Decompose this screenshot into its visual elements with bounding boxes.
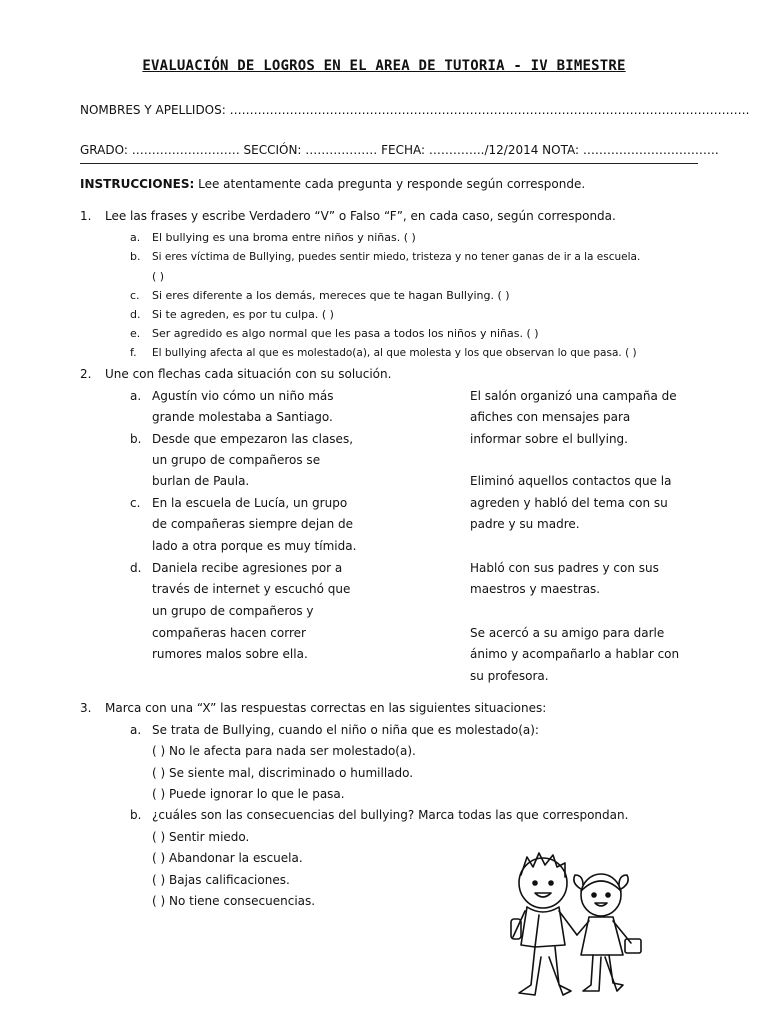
q3a-option[interactable]: ( ) Se siente mal, discriminado o humillado. xyxy=(152,766,414,780)
q1-item[interactable]: Ser agredido es algo normal que les pasa a todos los niños y niñas. ( ) xyxy=(152,327,539,340)
q1-item[interactable]: El bullying afecta al que es molestado(a), al que molesta y los que observan lo que pasa. ( ) xyxy=(152,347,637,359)
q3b-option[interactable]: ( ) Sentir miedo. xyxy=(152,830,250,844)
q1-item[interactable]: Si te agreden, es por tu culpa. ( ) xyxy=(152,308,334,321)
q2-situation-line[interactable]: lado a otra porque es muy tímida. xyxy=(152,539,357,553)
q1-item-letter: d. xyxy=(130,308,141,321)
q2-situation-line[interactable]: grande molestaba a Santiago. xyxy=(152,410,333,424)
instructions xyxy=(80,177,585,191)
q2-situation-letter: a. xyxy=(130,389,142,403)
q2-situation-line[interactable]: burlan de Paula. xyxy=(152,474,250,488)
q2-solution-line[interactable]: padre y su madre. xyxy=(470,517,580,531)
q1-item-letter: e. xyxy=(130,327,141,340)
instructions-label: INSTRUCCIONES: xyxy=(80,177,195,191)
q3a-question: Se trata de Bullying, cuando el niño o niña que es molestado(a): xyxy=(152,723,539,737)
q2-situation-letter: d. xyxy=(130,561,142,575)
q2-situation-letter: b. xyxy=(130,432,142,446)
q2-situation-line[interactable]: un grupo de compañeros se xyxy=(152,453,321,467)
names-field[interactable]: NOMBRES Y APELLIDOS: …………………………………………………………………………………………………………………. xyxy=(80,103,750,117)
q1-prompt: Lee las frases y escribe Verdadero “V” o Falso “F”, en cada caso, según corresponda. xyxy=(105,209,616,223)
q2-solution-line[interactable]: Eliminó aquellos contactos que la xyxy=(470,474,672,488)
q2-solution-line[interactable]: agreden y habló del tema con su xyxy=(470,496,668,510)
q2-situation-line[interactable]: Agustín vio cómo un niño más xyxy=(152,389,334,403)
q1-item: Si eres víctima de Bullying, puedes sentir miedo, tristeza y no tener ganas de ir a la escuela. xyxy=(152,251,641,263)
q1-item[interactable]: El bullying es una broma entre niños y niñas. ( ) xyxy=(152,231,416,244)
q2-situation-letter: c. xyxy=(130,496,141,510)
q2-situation-line[interactable]: un grupo de compañeros y xyxy=(152,604,314,618)
q2-situation-line[interactable]: En la escuela de Lucía, un grupo xyxy=(152,496,348,510)
q2-solution-line[interactable]: informar sobre el bullying. xyxy=(470,432,628,446)
q1-item-letter: c. xyxy=(130,289,140,302)
q1-item-letter: b. xyxy=(130,250,141,263)
q2-situation-line[interactable]: compañeras hacen correr xyxy=(152,626,306,640)
q3-number: 3. xyxy=(80,701,92,715)
q1-item-letter: f. xyxy=(130,346,137,359)
q3b-option[interactable]: ( ) No tiene consecuencias. xyxy=(152,894,316,908)
instructions-text: Lee atentamente cada pregunta y responde según corresponde. xyxy=(198,177,586,191)
q2-solution-line[interactable]: El salón organizó una campaña de xyxy=(470,389,677,403)
q3b-question: ¿cuáles son las consecuencias del bullying? Marca todas las que correspondan. xyxy=(152,808,629,822)
q2-solution-line[interactable]: Se acercó a su amigo para darle xyxy=(470,626,665,640)
q3a-letter: a. xyxy=(130,723,142,737)
q2-solution-line[interactable]: afiches con mensajes para xyxy=(470,410,631,424)
q1-number: 1. xyxy=(80,209,92,223)
q2-solution-line[interactable]: ánimo y acompañarlo a hablar con xyxy=(470,647,680,661)
q3-prompt: Marca con una “X” las respuestas correctas en las siguientes situaciones: xyxy=(105,701,547,715)
header-divider xyxy=(80,163,698,164)
page-title: EVALUACIÓN DE LOGROS EN EL AREA DE TUTORIA - IV BIMESTRE xyxy=(142,58,626,74)
children-holding-hands-icon xyxy=(505,845,645,1010)
q2-number: 2. xyxy=(80,367,92,381)
q2-prompt: Une con flechas cada situación con su solución. xyxy=(105,367,392,381)
q2-situation-line[interactable]: de compañeras siempre dejan de xyxy=(152,517,354,531)
q2-solution-line[interactable]: Habló con sus padres y con sus xyxy=(470,561,659,575)
q3a-option[interactable]: ( ) No le afecta para nada ser molestado(a). xyxy=(152,744,416,758)
q3a-option[interactable]: ( ) Puede ignorar lo que le pasa. xyxy=(152,787,345,801)
q2-situation-line[interactable]: Daniela recibe agresiones por a xyxy=(152,561,343,575)
q1-item[interactable]: Si eres diferente a los demás, mereces que te hagan Bullying. ( ) xyxy=(152,289,510,302)
q2-situation-line[interactable]: rumores malos sobre ella. xyxy=(152,647,308,661)
q1-item-letter: a. xyxy=(130,231,141,244)
q2-solution-line[interactable]: su profesora. xyxy=(470,669,549,683)
q3b-option[interactable]: ( ) Bajas calificaciones. xyxy=(152,873,290,887)
q2-situation-line[interactable]: través de internet y escuchó que xyxy=(152,582,351,596)
q1-item-answer[interactable]: ( ) xyxy=(152,270,165,283)
q3b-option[interactable]: ( ) Abandonar la escuela. xyxy=(152,851,303,865)
q3b-letter: b. xyxy=(130,808,142,822)
q2-situation-line[interactable]: Desde que empezaron las clases, xyxy=(152,432,354,446)
q2-solution-line[interactable]: maestros y maestras. xyxy=(470,582,601,596)
grade-section-date-field[interactable]: GRADO: ……………………… SECCIÓN: ……………… FECHA: …………../12/2014 NOTA: ……………………………. xyxy=(80,143,719,157)
